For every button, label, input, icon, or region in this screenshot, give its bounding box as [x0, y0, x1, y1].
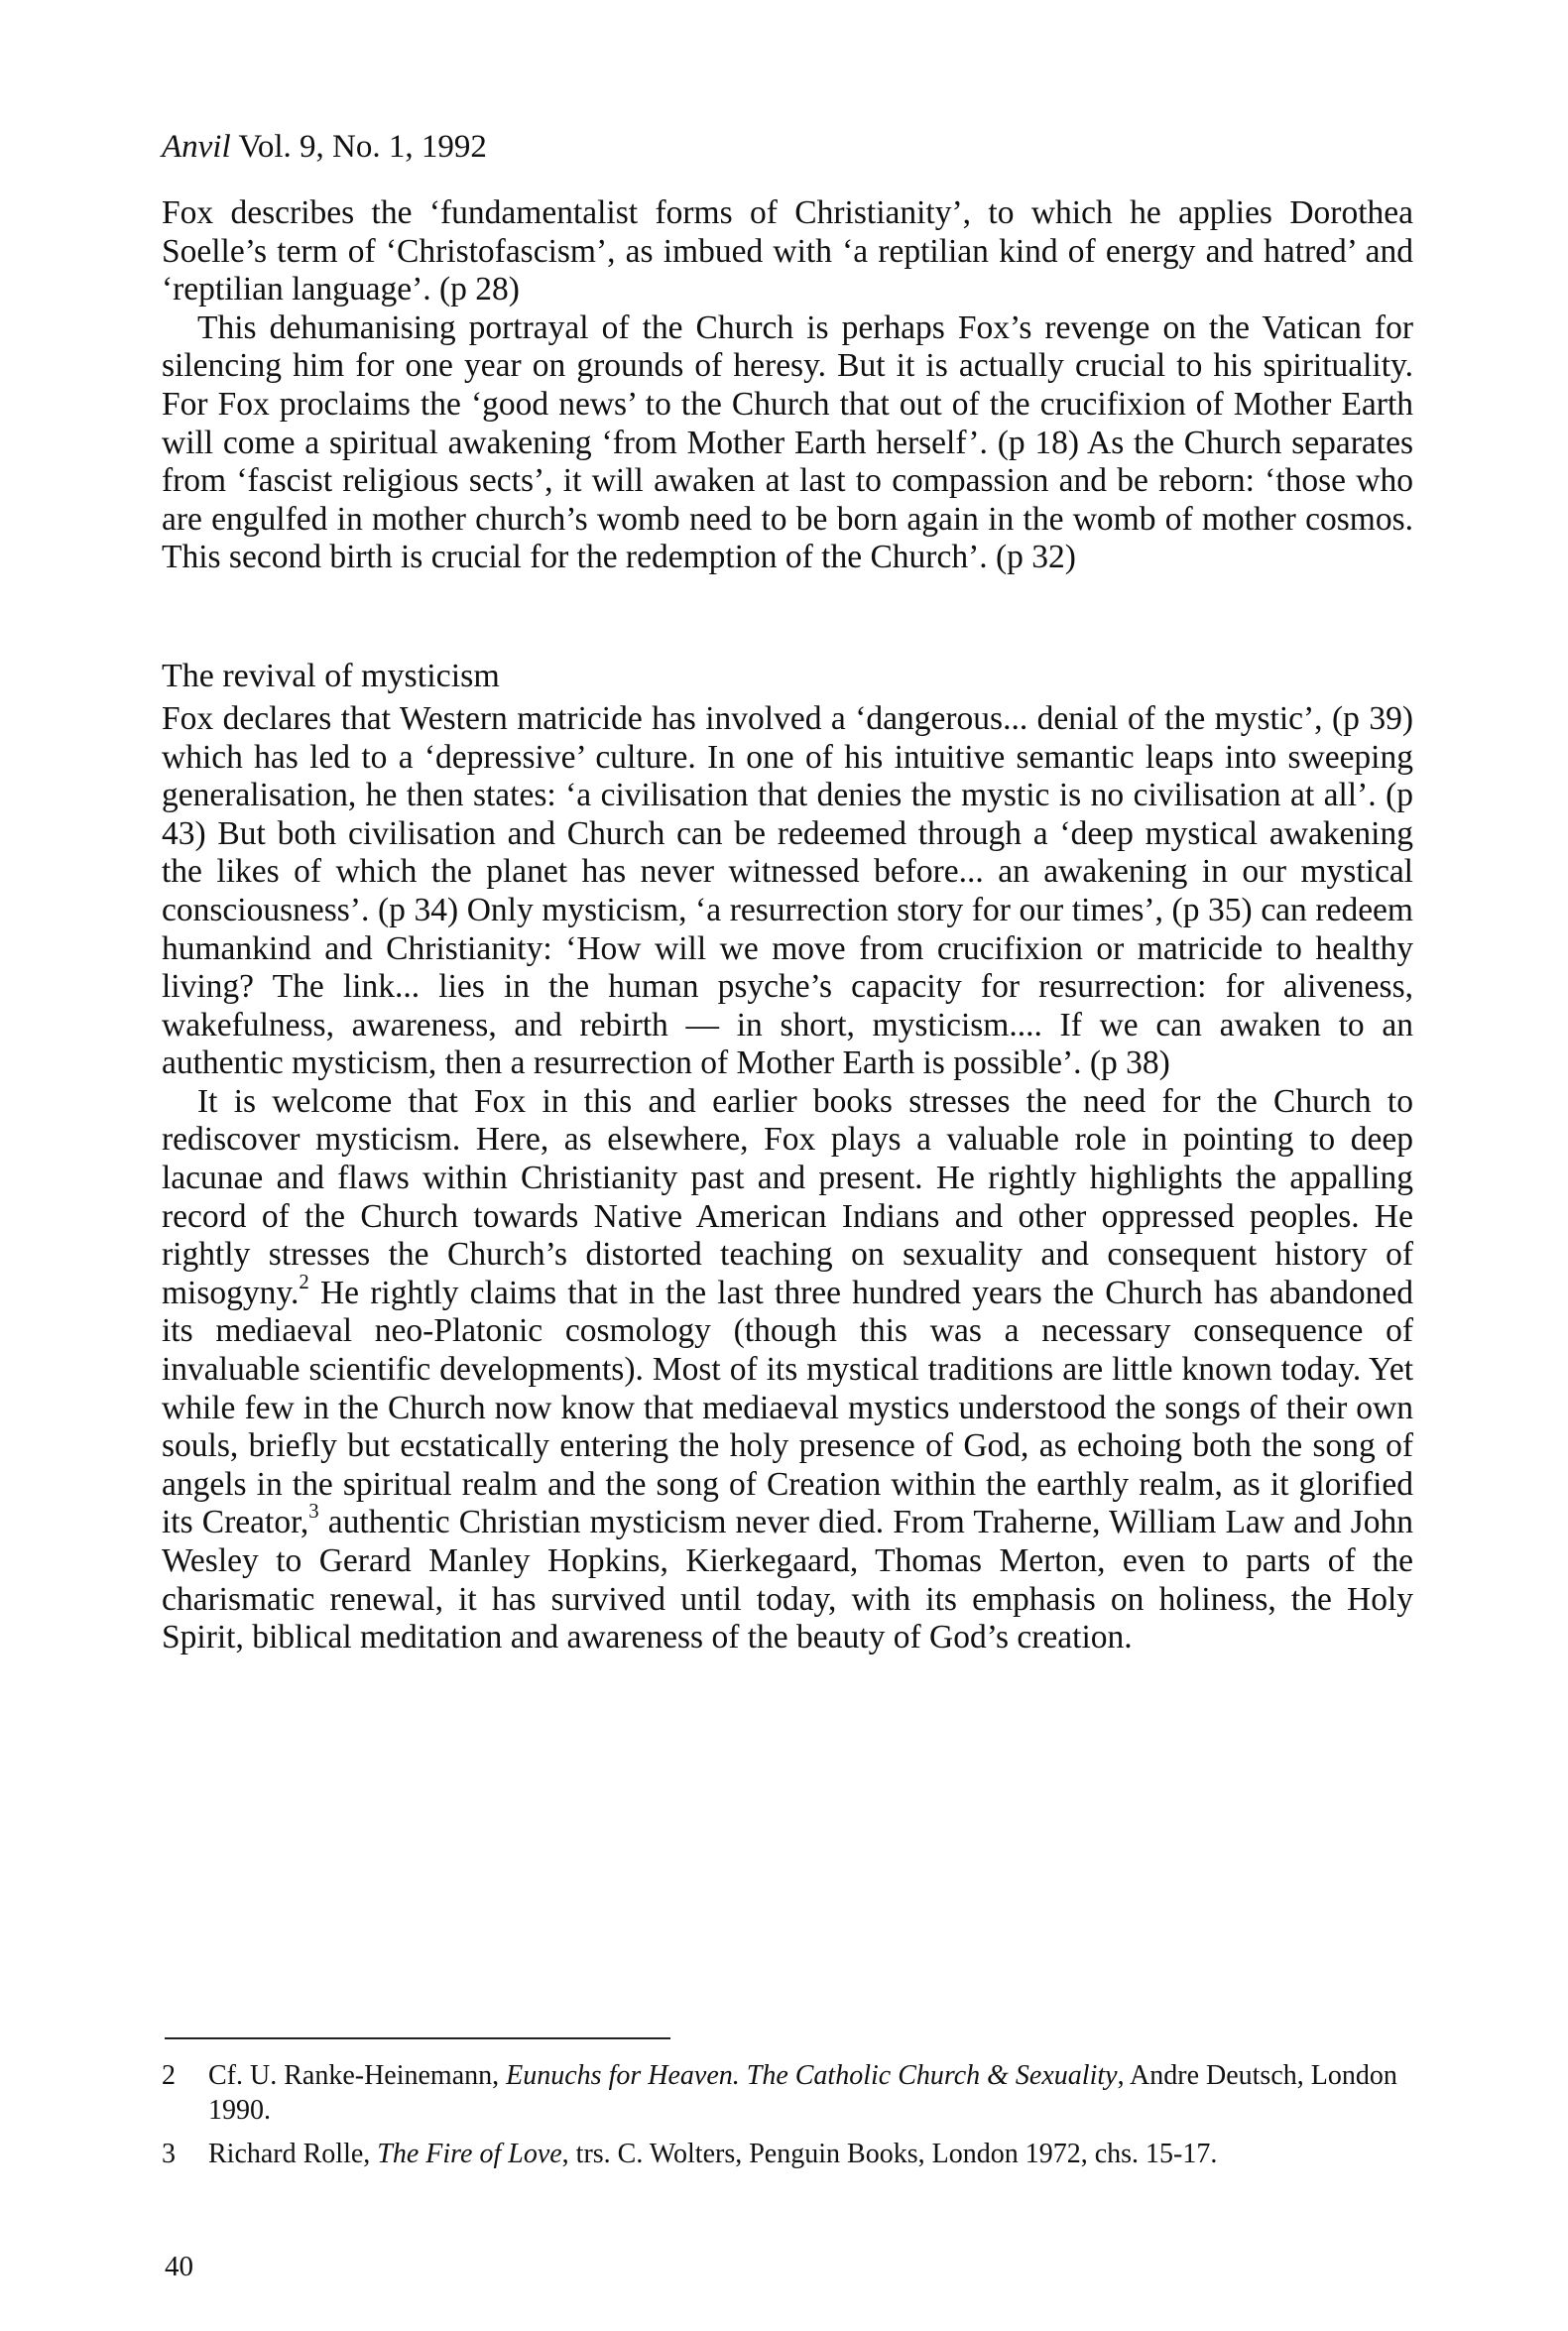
paragraph-fox-describes: Fox describes the ‘fundamentalist forms of Christianity’, to which he applies Dorothea Soelle’s term of ‘Christofascism’, as imbued with ‘a reptilian kind of energy and hatred’ and ‘reptilian language’. (p 28) [162, 194, 1413, 308]
footnote-number: 2 [162, 2060, 176, 2091]
footnote-rule [165, 2037, 670, 2039]
footnote-prefix: Cf. U. Ranke-Heinemann, [208, 2060, 507, 2091]
footnote-number: 3 [162, 2139, 176, 2169]
paragraph-text-part: authentic Christian mysticism never died. From Traherne, William Law and John Wesley to Gerard Manley Hopkins, Kierkegaard, Thomas Merton, even to parts of the charismatic renewal, it has survived until today, with its emphasis on holiness, the Holy Spirit, biblical meditation and awareness of the beauty of God’s creation. [162, 1504, 1414, 1656]
body-text [162, 194, 1413, 1657]
paragraph-it-is-welcome [162, 1083, 1413, 1657]
page-number: 40 [165, 2251, 193, 2282]
footnote-title: Eunuchs for Heaven. The Catholic Church & Sexuality [506, 2060, 1118, 2091]
footnote-suffix: , trs. C. Wolters, Penguin Books, London 1972, chs. 15-17. [561, 2139, 1218, 2169]
paragraph-dehumanising: This dehumanising portrayal of the Church is perhaps Fox’s revenge on the Vatican for silencing him for one year on grounds of heresy. But it is actually crucial to his spirituality. For Fox proclaims the ‘good news’ to the Church that out of the crucifixion of Mother Earth will come a spiritual awakening ‘from Mother Earth herself’. (p 18) As the Church separates from ‘fascist religious sects’, it will awaken at last to compassion and be reborn: ‘those who are engulfed in mother church’s womb need to be born again in the womb of mother cosmos. This second birth is crucial for the redemption of the Church’. (p 32) [162, 308, 1413, 576]
footnote-3 [162, 2137, 1413, 2171]
journal-title: Anvil [162, 129, 231, 165]
footnotes [162, 2058, 1413, 2180]
footnote-prefix: Richard Rolle, [208, 2139, 378, 2169]
paragraph-text-part: It is welcome that Fox in this and earlier books stresses the need for the Church to rediscover mysticism. Here, as elsewhere, Fox plays a valuable role in pointing to deep lacunae and flaws within Christianity past and present. He rightly highlights the appalling record of the Church towards Native American Indians and other oppressed peoples. He rightly stresses the Church’s distorted teaching on sexuality and consequent history of misogyny. [162, 1082, 1413, 1311]
issue-info: Vol. 9, No. 1, 1992 [238, 129, 487, 165]
footnote-suffix: , Andre Deutsch, London 1990. [208, 2060, 1397, 2126]
footnote-ref-2: 2 [299, 1270, 309, 1293]
footnote-title: The Fire of Love [377, 2139, 562, 2169]
section-heading: The revival of mysticism [162, 657, 500, 694]
footnote-text [208, 2137, 1413, 2171]
paragraph-fox-declares: Fox declares that Western matricide has involved a ‘dangerous... denial of the mystic’, (p 39) which has led to a ‘depressive’ culture. In one of his intuitive semantic leaps into sweeping generalisation, he then states: ‘a civilisation that denies the mystic is no civilisation at all’. (p 43) But both civilisation and Church can be redeemed through a ‘deep mystical awakening the likes of which the planet has never witnessed before... an awakening in our mystical consciousness’. (p 34) Only mysticism, ‘a resurrection story for our times’, (p 35) can redeem humankind and Christianity: ‘How will we move from crucifixion or matricide to healthy living? The link... lies in the human psyche’s capacity for resurrection: for aliveness, wakefulness, awareness, and rebirth — in short, mysticism.... If we can awaken to an authentic mysticism, then a resurrection of Mother Earth is possible’. (p 38) [162, 699, 1413, 1082]
footnote-2 [162, 2058, 1413, 2128]
footnote-text [208, 2058, 1413, 2128]
footnote-ref-3: 3 [308, 1500, 319, 1524]
paragraph-text-part: He rightly claims that in the last three hundred years the Church has abandoned its mediaeval neo-Platonic cosmology (though this was a necessary consequence of invaluable scientific developments). Most of its mystical traditions are little known today. Yet while few in the Church now know that mediaeval mystics understood the songs of their own souls, briefly but ecstatically entering the holy presence of God, as echoing both the song of angels in the spiritual realm and the song of Creation within the earthly realm, as it glorified its Creator, [162, 1274, 1413, 1541]
running-head [162, 127, 487, 167]
